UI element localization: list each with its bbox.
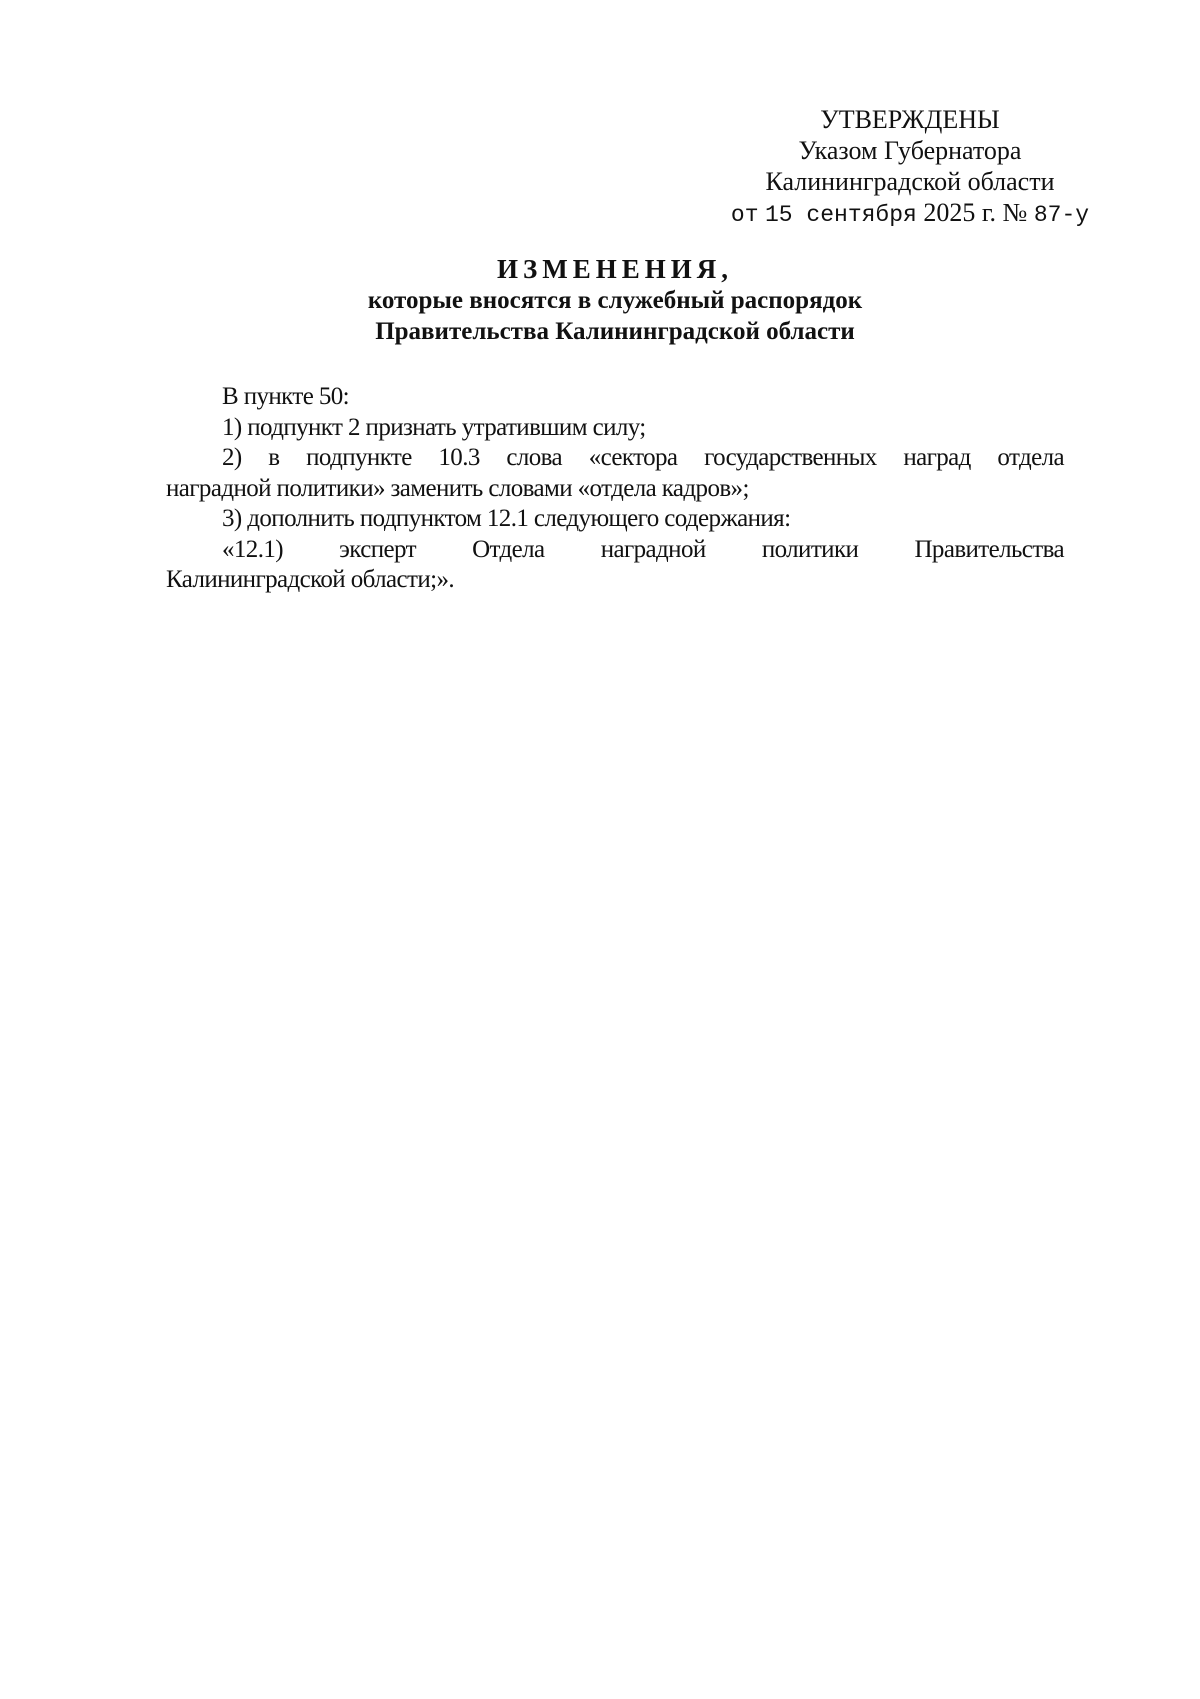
title-sub1: которые вносятся в служебный распорядок: [367, 287, 863, 314]
approval-date: [700, 197, 1120, 231]
approval-region: Калининградской области: [765, 167, 1055, 196]
date-prefix: от: [730, 202, 759, 228]
item-2-line-2: наградной политики» заменить словами «отдела кадров»;: [166, 474, 749, 502]
item-3: 3) дополнить подпунктом 12.1 следующего содержания:: [222, 505, 791, 532]
title-sub2: Правительства Калининградской области: [375, 318, 855, 345]
item-2-line-1: 2) в подпункте 10.3 слова «сектора государственных наград отдела: [222, 444, 1064, 471]
approval-heading: УТВЕРЖДЕНЫ: [820, 105, 1000, 134]
document-title: [160, 254, 1070, 347]
intro: В пункте 50:: [222, 383, 350, 410]
item-1: 1) подпункт 2 признать утратившим силу;: [222, 413, 646, 441]
date-year: 2025 г. №: [923, 198, 1028, 227]
item-4-line-2: Калининградской области;».: [166, 566, 454, 593]
decree-number: 87-у: [1033, 202, 1090, 228]
approval-block: [700, 104, 1120, 231]
item-4-line-1: «12.1) эксперт Отдела наградной политики Правительства: [222, 535, 1064, 563]
date-day-month: 15 сентября: [765, 202, 917, 228]
title-main: ИЗМЕНЕНИЯ,: [496, 254, 733, 284]
document-body: [166, 382, 1064, 596]
approval-decree: Указом Губернатора: [798, 136, 1022, 165]
